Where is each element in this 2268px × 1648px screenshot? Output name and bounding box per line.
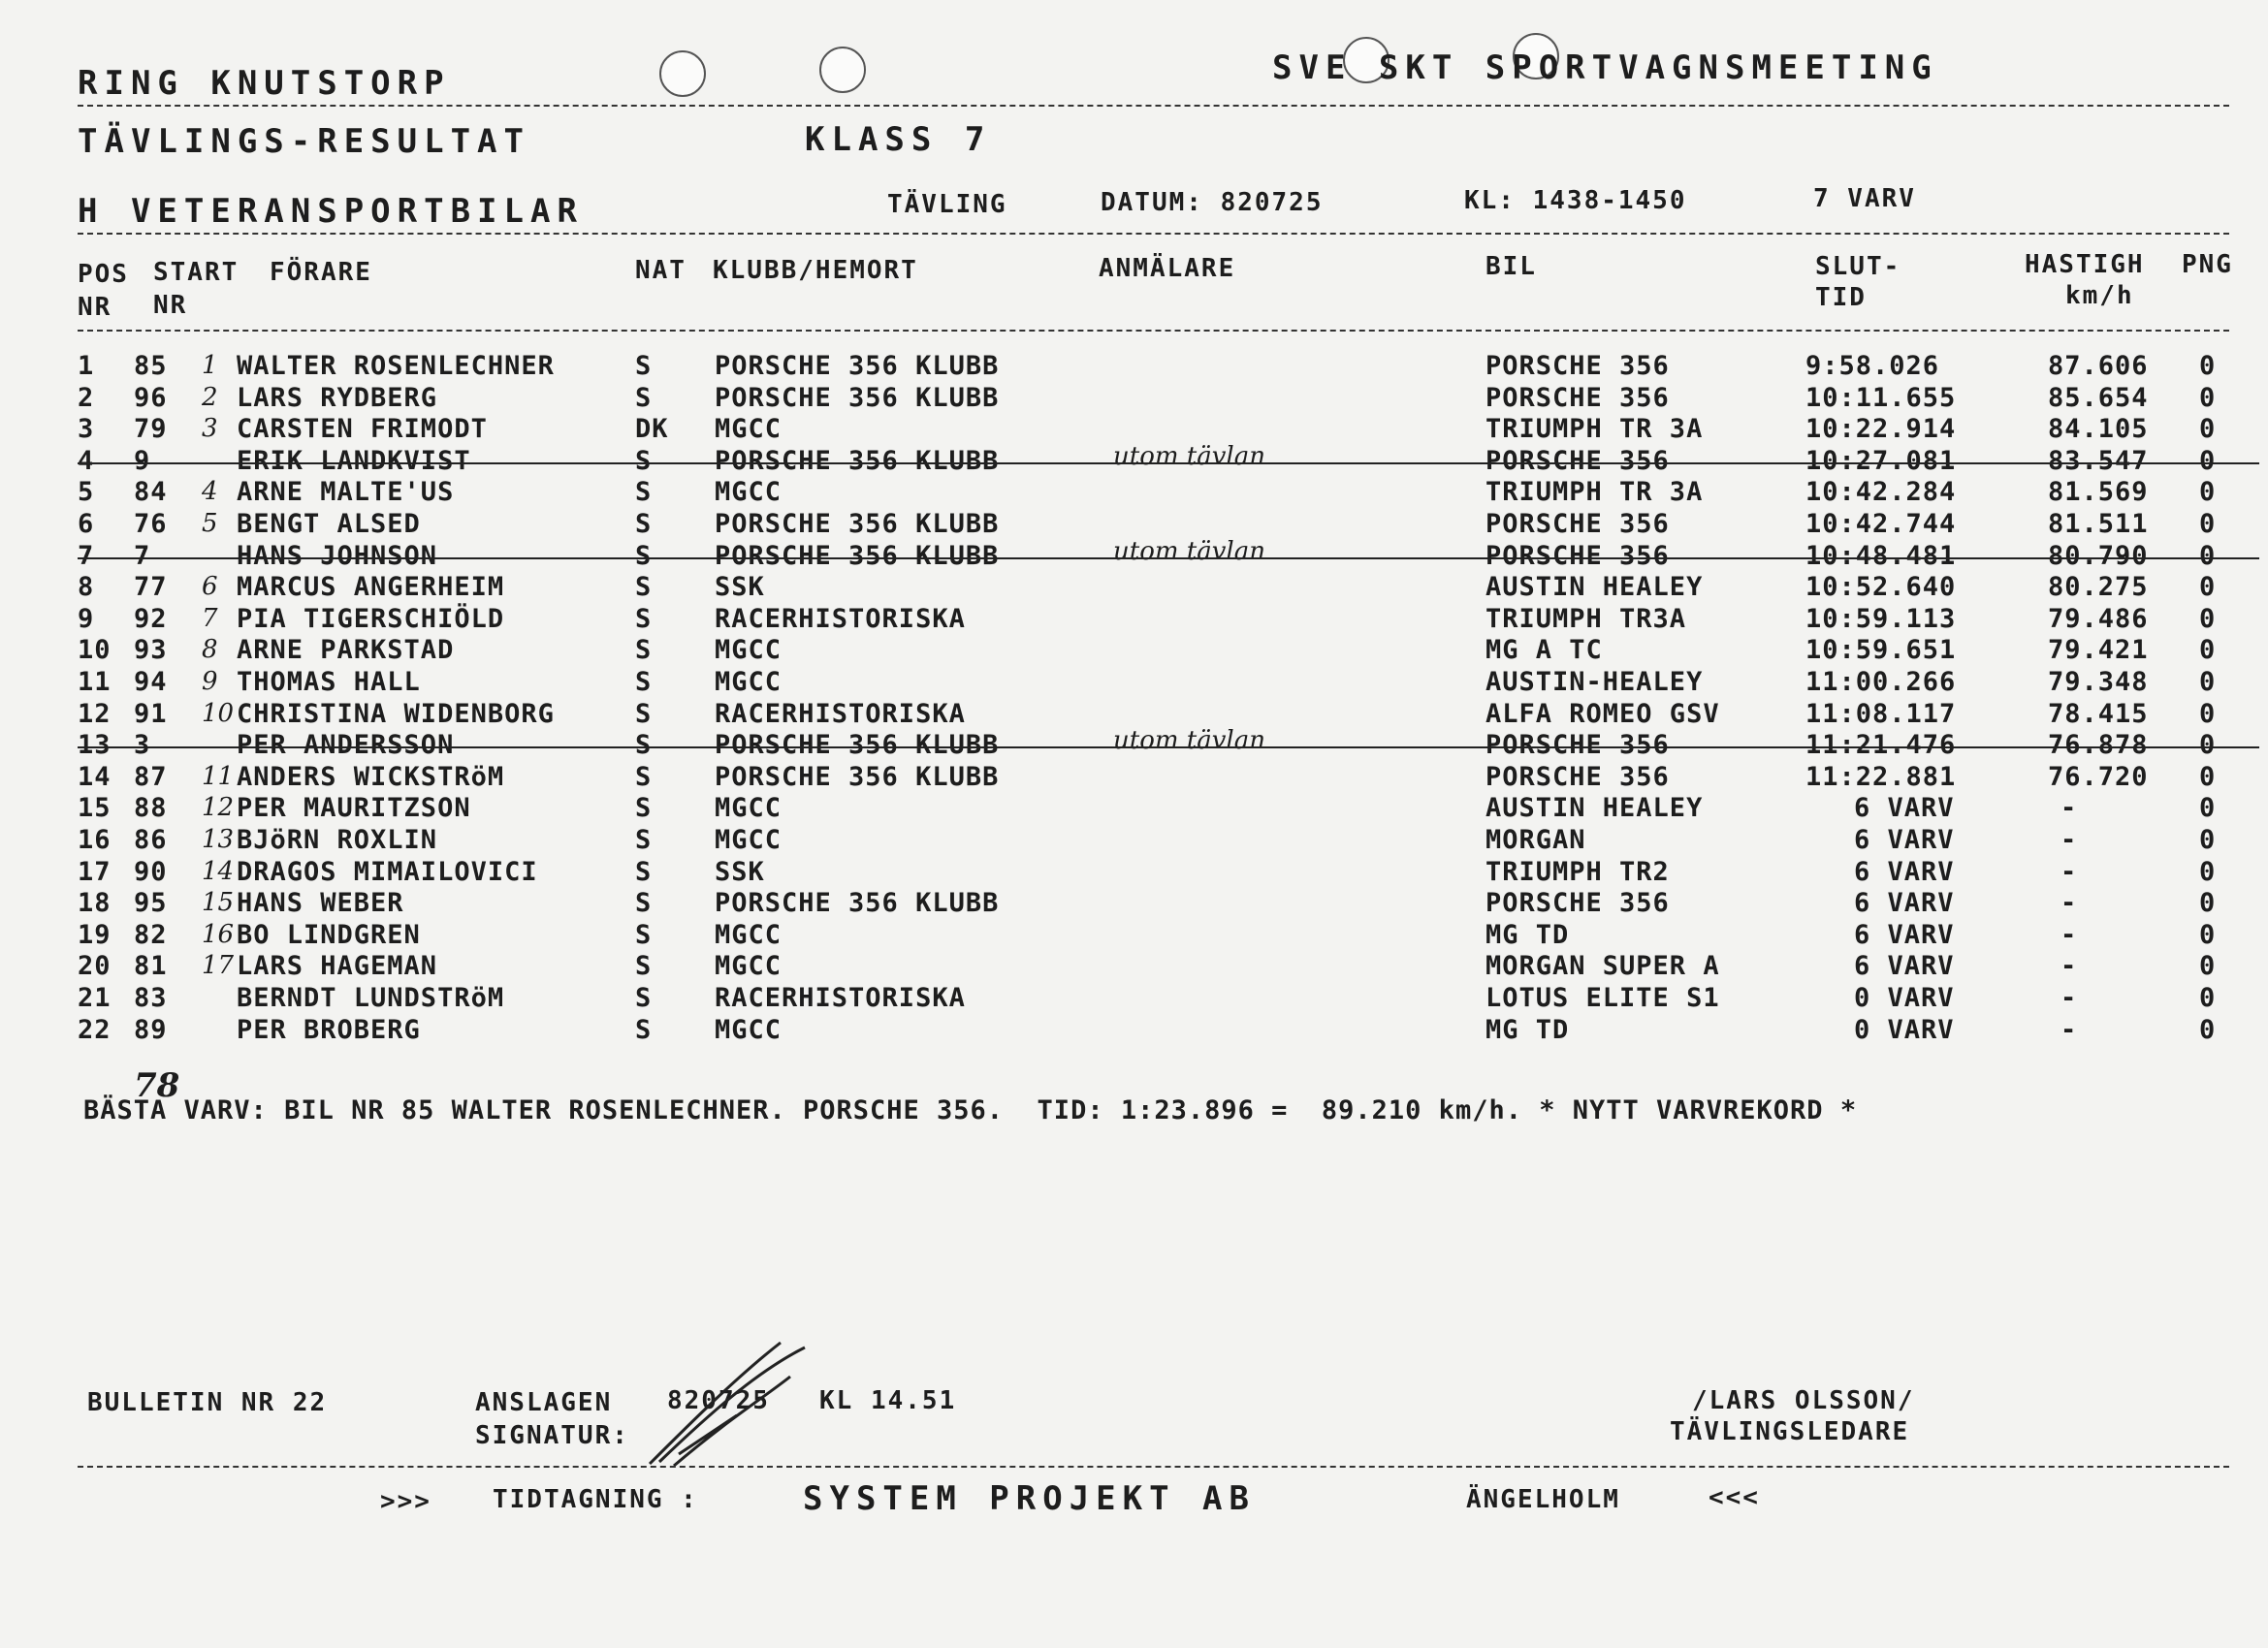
- row-driver: LARS RYDBERG: [237, 382, 438, 413]
- row-driver: THOMAS HALL: [237, 667, 421, 697]
- row-pos: 12: [78, 698, 112, 729]
- row-start-nr: 94: [134, 667, 168, 697]
- row-car: TRIUMPH TR 3A: [1485, 414, 1704, 445]
- row-car: PORSCHE 356: [1485, 540, 1670, 571]
- row-class-mark: 4: [202, 477, 218, 507]
- row-start-nr: 93: [134, 635, 168, 666]
- row-start-nr: 95: [134, 888, 168, 919]
- row-penalty: 0: [2199, 414, 2217, 445]
- row-driver: MARCUS ANGERHEIM: [237, 572, 505, 603]
- event-type: TÄVLING: [887, 190, 1007, 219]
- timing-label: TIDTAGNING :: [493, 1485, 698, 1514]
- row-driver: HANS JOHNSON: [237, 540, 438, 571]
- row-finish-time: 6 VARV: [1854, 825, 1955, 855]
- row-nat: S: [635, 445, 653, 476]
- row-start-nr: 92: [134, 603, 168, 634]
- row-speed: 80.275: [2048, 572, 2149, 603]
- row-speed: -: [2060, 951, 2078, 982]
- row-pos: 7: [78, 540, 95, 571]
- row-speed: 78.415: [2048, 698, 2149, 729]
- row-finish-time: 6 VARV: [1854, 793, 1955, 824]
- row-car: PORSCHE 356: [1485, 761, 1670, 792]
- row-start-nr: 83: [134, 983, 168, 1013]
- col-speed-unit: km/h: [2065, 281, 2134, 310]
- row-start-nr: 88: [134, 793, 168, 824]
- row-club: PORSCHE 356 KLUBB: [715, 888, 1000, 919]
- row-pos: 22: [78, 1014, 112, 1045]
- col-start: START: [153, 258, 240, 287]
- row-speed: 79.348: [2048, 667, 2149, 697]
- row-pos: 9: [78, 603, 95, 634]
- row-start-nr: 82: [134, 919, 168, 950]
- row-club: PORSCHE 356 KLUBB: [715, 445, 1000, 476]
- col-speed: HASTIGH: [2025, 250, 2145, 279]
- row-nat: S: [635, 540, 653, 571]
- timing-city: ÄNGELHOLM: [1466, 1485, 1620, 1514]
- row-start-nr: 81: [134, 951, 168, 982]
- row-pos: 11: [78, 667, 112, 697]
- row-club: PORSCHE 356 KLUBB: [715, 382, 1000, 413]
- row-finish-time: 10:48.481: [1805, 540, 1957, 571]
- row-nat: S: [635, 730, 653, 761]
- row-club: SSK: [715, 572, 765, 603]
- row-start-nr: 77: [134, 572, 168, 603]
- row-speed: 79.421: [2048, 635, 2149, 666]
- binder-hole: [819, 47, 866, 93]
- category-title: H VETERANSPORTBILAR: [78, 192, 584, 231]
- row-pos: 20: [78, 951, 112, 982]
- col-car: BIL: [1485, 252, 1537, 281]
- row-class-mark: 7: [202, 603, 218, 633]
- row-car: MORGAN SUPER A: [1485, 951, 1720, 982]
- row-car: LOTUS ELITE S1: [1485, 983, 1720, 1013]
- row-speed: -: [2060, 919, 2078, 950]
- row-penalty: 0: [2199, 445, 2217, 476]
- col-pos: POS: [78, 260, 129, 289]
- row-start-nr: 89: [134, 1014, 168, 1045]
- table-row: [0, 726, 2268, 763]
- row-club: PORSCHE 356 KLUBB: [715, 351, 1000, 381]
- row-start-nr: 91: [134, 698, 168, 729]
- row-class-mark: 1: [202, 351, 218, 380]
- meeting-title: SVE SKT SPORTVAGNSMEETING: [1272, 48, 1938, 87]
- row-club: RACERHISTORISKA: [715, 698, 966, 729]
- row-club: MGCC: [715, 477, 783, 508]
- table-row: [0, 635, 2268, 668]
- col-nat: NAT: [635, 256, 687, 285]
- row-club: PORSCHE 356 KLUBB: [715, 509, 1000, 539]
- row-nat: S: [635, 698, 653, 729]
- row-club: MGCC: [715, 951, 783, 982]
- row-start-nr: 7: [134, 540, 151, 571]
- results-title: TÄVLINGS-RESULTAT: [78, 122, 530, 161]
- row-finish-time: 10:27.081: [1805, 445, 1957, 476]
- row-car: TRIUMPH TR3A: [1485, 603, 1687, 634]
- row-driver: PIA TIGERSCHIÖLD: [237, 603, 505, 634]
- row-start-nr: 96: [134, 382, 168, 413]
- table-row: [0, 667, 2268, 700]
- col-penalty: PNG: [2182, 250, 2233, 279]
- row-club: PORSCHE 356 KLUBB: [715, 540, 1000, 571]
- columns-divider: [78, 330, 2229, 332]
- row-start-nr: 76: [134, 509, 168, 539]
- arrows-right: <<<: [1709, 1483, 1760, 1512]
- row-class-mark: 9: [202, 667, 218, 696]
- row-finish-time: 10:42.284: [1805, 477, 1957, 508]
- row-start-nr: 86: [134, 825, 168, 855]
- row-start-nr: 90: [134, 856, 168, 887]
- row-nat: S: [635, 477, 653, 508]
- row-club: RACERHISTORISKA: [715, 983, 966, 1013]
- row-finish-time: 0 VARV: [1854, 1014, 1955, 1045]
- official-role: TÄVLINGSLEDARE: [1670, 1417, 1910, 1446]
- col-finish-tid: TID: [1815, 283, 1867, 312]
- row-nat: S: [635, 351, 653, 381]
- row-penalty: 0: [2199, 951, 2217, 982]
- posted-time: KL 14.51: [819, 1386, 957, 1415]
- row-car: TRIUMPH TR2: [1485, 856, 1670, 887]
- row-finish-time: 10:22.914: [1805, 414, 1957, 445]
- col-driver: FÖRARE: [270, 258, 372, 287]
- table-row: [0, 604, 2268, 637]
- row-speed: -: [2060, 793, 2078, 824]
- row-nat: S: [635, 635, 653, 666]
- table-row: [0, 1015, 2268, 1048]
- row-penalty: 0: [2199, 983, 2217, 1013]
- row-finish-time: 10:52.640: [1805, 572, 1957, 603]
- table-row: [0, 383, 2268, 416]
- row-driver: BERNDT LUNDSTRöM: [237, 983, 505, 1013]
- row-speed: 80.790: [2048, 540, 2149, 571]
- row-nat: S: [635, 509, 653, 539]
- binder-hole: [659, 50, 706, 97]
- row-pos: 2: [78, 382, 95, 413]
- row-pos: 17: [78, 856, 112, 887]
- row-penalty: 0: [2199, 698, 2217, 729]
- row-nat: S: [635, 667, 653, 697]
- row-nat: S: [635, 793, 653, 824]
- row-penalty: 0: [2199, 856, 2217, 887]
- row-speed: 79.486: [2048, 603, 2149, 634]
- row-speed: 81.511: [2048, 509, 2149, 539]
- row-pos: 14: [78, 761, 112, 792]
- row-club: RACERHISTORISKA: [715, 603, 966, 634]
- row-club: PORSCHE 356 KLUBB: [715, 761, 1000, 792]
- row-penalty: 0: [2199, 603, 2217, 634]
- row-class-mark: 6: [202, 572, 218, 602]
- official-name: /LARS OLSSON/: [1692, 1386, 1915, 1415]
- row-pos: 1: [78, 351, 95, 381]
- col-club: KLUBB/HEMORT: [713, 256, 918, 285]
- row-car: MG TD: [1485, 1014, 1570, 1045]
- row-penalty: 0: [2199, 351, 2217, 381]
- col-entrant: ANMÄLARE: [1099, 254, 1236, 283]
- row-nat: S: [635, 761, 653, 792]
- header-divider: [78, 105, 2229, 107]
- row-club: MGCC: [715, 793, 783, 824]
- row-club: SSK: [715, 856, 765, 887]
- row-pos: 6: [78, 509, 95, 539]
- col-pos-nr: NR: [78, 293, 112, 322]
- row-speed: 84.105: [2048, 414, 2149, 445]
- row-nat: S: [635, 603, 653, 634]
- table-row: [0, 351, 2268, 384]
- row-car: AUSTIN-HEALEY: [1485, 667, 1704, 697]
- row-class-mark: 16: [202, 919, 235, 949]
- row-class-mark: 15: [202, 888, 235, 918]
- row-driver: PER MAURITZSON: [237, 793, 471, 824]
- table-row: [0, 477, 2268, 510]
- table-row: [0, 572, 2268, 605]
- col-finish: SLUT-: [1815, 252, 1901, 281]
- row-club: MGCC: [715, 667, 783, 697]
- row-speed: 76.720: [2048, 761, 2149, 792]
- row-car: MG TD: [1485, 919, 1570, 950]
- row-penalty: 0: [2199, 761, 2217, 792]
- row-finish-time: 6 VARV: [1854, 919, 1955, 950]
- row-class-mark: 14: [202, 856, 235, 886]
- class-title: KLASS 7: [805, 120, 992, 159]
- row-nat: S: [635, 951, 653, 982]
- row-car: PORSCHE 356: [1485, 730, 1670, 761]
- row-speed: -: [2060, 983, 2078, 1013]
- row-finish-time: 11:00.266: [1805, 667, 1957, 697]
- row-speed: 85.654: [2048, 382, 2149, 413]
- row-pos: 18: [78, 888, 112, 919]
- row-start-nr: 85: [134, 351, 168, 381]
- row-club: MGCC: [715, 1014, 783, 1045]
- row-nat: S: [635, 983, 653, 1013]
- venue-title: RING KNUTSTORP: [78, 64, 451, 103]
- row-pos: 5: [78, 477, 95, 508]
- row-driver: ANDERS WICKSTRöM: [237, 761, 505, 792]
- row-start-nr: 87: [134, 761, 168, 792]
- row-penalty: 0: [2199, 540, 2217, 571]
- row-driver: ARNE PARKSTAD: [237, 635, 455, 666]
- row-nat: S: [635, 1014, 653, 1045]
- row-car: PORSCHE 356: [1485, 888, 1670, 919]
- table-row: [0, 762, 2268, 795]
- row-driver: BO LINDGREN: [237, 919, 421, 950]
- row-class-mark: 17: [202, 951, 235, 981]
- row-driver: CHRISTINA WIDENBORG: [237, 698, 555, 729]
- handwritten-number: 78: [134, 1066, 180, 1105]
- arrows-left: >>>: [380, 1487, 431, 1516]
- table-row: [0, 825, 2268, 858]
- row-speed: -: [2060, 856, 2078, 887]
- row-driver: LARS HAGEMAN: [237, 951, 438, 982]
- footer-divider: [78, 1466, 2229, 1468]
- row-class-mark: 2: [202, 382, 218, 412]
- race-laps: 7 VARV: [1813, 184, 1916, 213]
- row-pos: 8: [78, 572, 95, 603]
- table-row: [0, 793, 2268, 826]
- row-finish-time: 10:11.655: [1805, 382, 1957, 413]
- table-row: [0, 983, 2268, 1016]
- row-speed: 87.606: [2048, 351, 2149, 381]
- row-nat: S: [635, 919, 653, 950]
- row-class-mark: 3: [202, 414, 218, 444]
- row-car: MG A TC: [1485, 635, 1603, 666]
- col-start-nr: NR: [153, 291, 188, 320]
- row-club: MGCC: [715, 825, 783, 855]
- row-penalty: 0: [2199, 572, 2217, 603]
- row-club: MGCC: [715, 919, 783, 950]
- category-divider: [78, 233, 2229, 235]
- row-note: utom tävlan: [1113, 726, 1265, 756]
- row-penalty: 0: [2199, 825, 2217, 855]
- row-penalty: 0: [2199, 888, 2217, 919]
- table-row: [0, 536, 2268, 574]
- row-finish-time: 11:08.117: [1805, 698, 1957, 729]
- row-pos: 21: [78, 983, 112, 1013]
- row-driver: BENGT ALSED: [237, 509, 421, 539]
- race-time: KL: 1438-1450: [1464, 186, 1687, 215]
- table-row: [0, 951, 2268, 984]
- row-finish-time: 0 VARV: [1854, 983, 1955, 1013]
- row-start-nr: 79: [134, 414, 168, 445]
- strike-through-line: [78, 746, 2259, 748]
- row-finish-time: 11:22.881: [1805, 761, 1957, 792]
- row-finish-time: 11:21.476: [1805, 730, 1957, 761]
- row-finish-time: 10:42.744: [1805, 509, 1957, 539]
- row-class-mark: 5: [202, 509, 218, 538]
- row-nat: S: [635, 856, 653, 887]
- row-car: PORSCHE 356: [1485, 445, 1670, 476]
- row-club: PORSCHE 356 KLUBB: [715, 730, 1000, 761]
- row-car: TRIUMPH TR 3A: [1485, 477, 1704, 508]
- timing-company: SYSTEM PROJEKT AB: [803, 1479, 1256, 1518]
- row-driver: CARSTEN FRIMODT: [237, 414, 488, 445]
- row-car: ALFA ROMEO GSV: [1485, 698, 1720, 729]
- row-penalty: 0: [2199, 635, 2217, 666]
- row-driver: BJöRN ROXLIN: [237, 825, 438, 855]
- row-start-nr: 84: [134, 477, 168, 508]
- row-start-nr: 3: [134, 730, 151, 761]
- row-penalty: 0: [2199, 919, 2217, 950]
- row-penalty: 0: [2199, 667, 2217, 697]
- posted-date: 820725: [667, 1386, 770, 1415]
- row-driver: PER ANDERSSON: [237, 730, 455, 761]
- row-speed: 81.569: [2048, 477, 2149, 508]
- row-penalty: 0: [2199, 730, 2217, 761]
- signature-label: SIGNATUR:: [475, 1421, 629, 1450]
- row-start-nr: 9: [134, 445, 151, 476]
- row-penalty: 0: [2199, 477, 2217, 508]
- row-club: MGCC: [715, 635, 783, 666]
- row-pos: 4: [78, 445, 95, 476]
- row-car: MORGAN: [1485, 825, 1586, 855]
- row-car: AUSTIN HEALEY: [1485, 572, 1704, 603]
- row-pos: 10: [78, 635, 112, 666]
- bulletin-number: BULLETIN NR 22: [87, 1388, 328, 1417]
- row-finish-time: 6 VARV: [1854, 951, 1955, 982]
- row-driver: WALTER ROSENLECHNER: [237, 351, 555, 381]
- row-note: utom tävlan: [1113, 441, 1265, 471]
- row-penalty: 0: [2199, 1014, 2217, 1045]
- row-nat: DK: [635, 414, 669, 445]
- row-class-mark: 8: [202, 635, 218, 665]
- row-car: PORSCHE 356: [1485, 351, 1670, 381]
- row-note: utom tävlan: [1113, 536, 1265, 566]
- row-penalty: 0: [2199, 382, 2217, 413]
- row-nat: S: [635, 572, 653, 603]
- row-nat: S: [635, 888, 653, 919]
- row-pos: 19: [78, 919, 112, 950]
- row-pos: 13: [78, 730, 112, 761]
- row-pos: 15: [78, 793, 112, 824]
- table-row: [0, 441, 2268, 479]
- row-nat: S: [635, 382, 653, 413]
- signature-scribble: [621, 1338, 873, 1474]
- row-driver: DRAGOS MIMAILOVICI: [237, 856, 538, 887]
- row-penalty: 0: [2199, 509, 2217, 539]
- row-finish-time: 6 VARV: [1854, 856, 1955, 887]
- row-finish-time: 9:58.026: [1805, 351, 1940, 381]
- row-club: MGCC: [715, 414, 783, 445]
- row-penalty: 0: [2199, 793, 2217, 824]
- row-speed: -: [2060, 1014, 2078, 1045]
- row-car: PORSCHE 356: [1485, 382, 1670, 413]
- row-finish-time: 10:59.651: [1805, 635, 1957, 666]
- row-car: PORSCHE 356: [1485, 509, 1670, 539]
- row-speed: 83.547: [2048, 445, 2149, 476]
- row-driver: ERIK LANDKVIST: [237, 445, 471, 476]
- row-finish-time: 10:59.113: [1805, 603, 1957, 634]
- row-driver: HANS WEBER: [237, 888, 404, 919]
- row-pos: 3: [78, 414, 95, 445]
- strike-through-line: [78, 462, 2259, 464]
- table-row: [0, 920, 2268, 953]
- strike-through-line: [78, 557, 2259, 559]
- table-row: [0, 857, 2268, 890]
- row-class-mark: 11: [202, 761, 235, 791]
- table-row: [0, 888, 2268, 921]
- posted-label: ANSLAGEN: [475, 1388, 613, 1417]
- race-date: DATUM: 820725: [1101, 188, 1324, 217]
- row-class-mark: 10: [202, 698, 235, 728]
- row-car: AUSTIN HEALEY: [1485, 793, 1704, 824]
- row-speed: -: [2060, 888, 2078, 919]
- row-pos: 16: [78, 825, 112, 855]
- row-class-mark: 13: [202, 825, 235, 854]
- best-lap-line: BÄSTA VARV: BIL NR 85 WALTER ROSENLECHNER. PORSCHE 356. TID: 1:23.896 = 89.210 km/h. * NYTT VARVREKORD *: [83, 1095, 1858, 1125]
- row-driver: PER BROBERG: [237, 1014, 421, 1045]
- row-nat: S: [635, 825, 653, 855]
- row-class-mark: 12: [202, 793, 235, 823]
- row-finish-time: 6 VARV: [1854, 888, 1955, 919]
- row-speed: 76.878: [2048, 730, 2149, 761]
- row-driver: ARNE MALTE'US: [237, 477, 455, 508]
- row-speed: -: [2060, 825, 2078, 855]
